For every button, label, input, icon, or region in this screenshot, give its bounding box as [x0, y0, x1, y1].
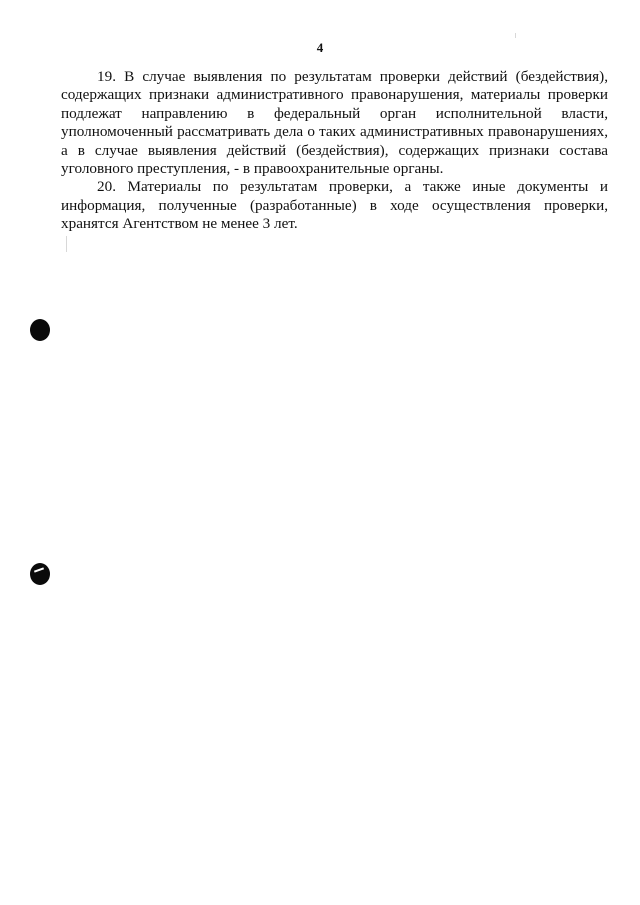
scan-speck	[66, 236, 67, 252]
hole-scan-artifact	[34, 567, 44, 572]
page-number: 4	[316, 40, 324, 55]
paragraph-20: 20. Материалы по результатам проверки, а также иные документы и информация, полученные (разработанные) в ходе осуществления проверки, хранятся Агентством не менее 3 лет.	[61, 178, 608, 233]
document-body	[61, 68, 608, 234]
paragraph-19: 19. В случае выявления по результатам проверки действий (бездействия), содержащих признаки административного правонарушения, материалы проверки подлежат направлению в федеральный орган исполнительной власти, уполномоченный рассматривать дела о таких административных правонарушениях, а в случае выявления действий (бездействия), содержащих признаки состава уголовного преступления, - в правоохранительные органы.	[61, 68, 608, 178]
binder-hole-bottom	[30, 563, 50, 585]
scan-speck	[515, 33, 516, 38]
binder-hole-top	[30, 319, 50, 341]
